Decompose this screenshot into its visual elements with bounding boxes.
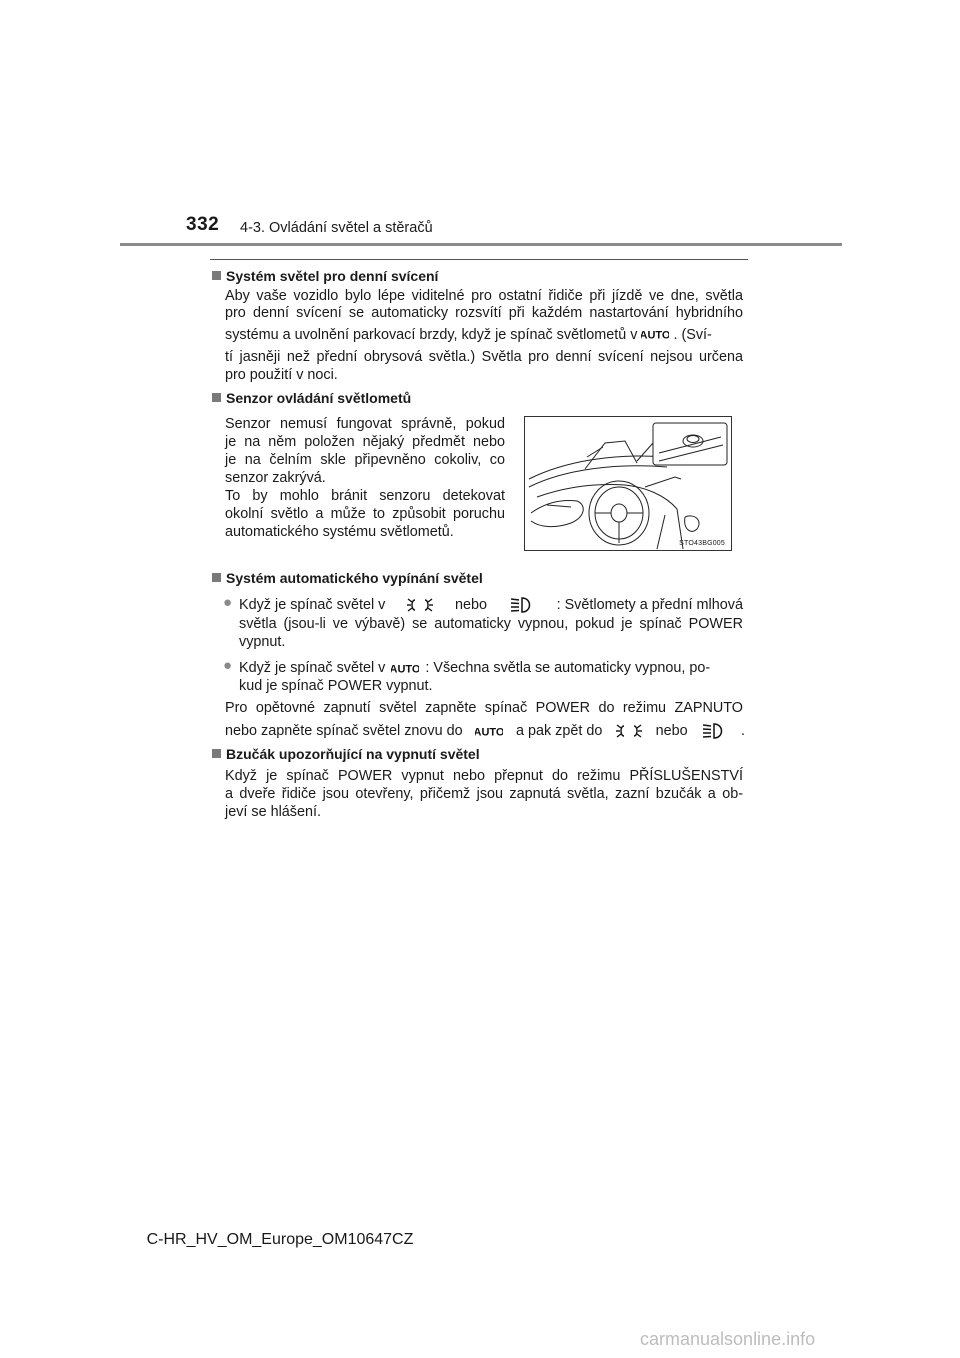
autooff-heading-text: Systém automatického vypínání světel bbox=[226, 570, 483, 586]
sensor-line: Senzor nemusí fungovat správně, pokud bbox=[225, 416, 505, 432]
sensor-line: senzor zakrývá. bbox=[225, 470, 326, 486]
content-rule bbox=[210, 259, 748, 260]
sensor-line: okolní světlo a může to způsobit poruchu bbox=[225, 506, 505, 522]
drl-line-3b: . (Sví- bbox=[673, 327, 712, 343]
figure-code: STO43BG005 bbox=[679, 540, 725, 547]
section-title: 4-3. Ovládání světel a stěračů bbox=[240, 220, 433, 236]
watermark: carmanualsonline.info bbox=[640, 1329, 816, 1349]
buzzer-line-2: a dveře řidiče jsou otevřeny, přičemž jsou zapnutá světla, zazní bzučák a ob- bbox=[225, 786, 743, 802]
side-lamp-icon bbox=[615, 722, 643, 740]
p-text-d: . bbox=[741, 723, 745, 739]
square-bullet-icon bbox=[212, 393, 221, 402]
drl-line-3 bbox=[225, 326, 712, 344]
autooff-para-line-1: Pro opětovné zapnutí světel zapněte spínač POWER do režimu ZAPNUTO bbox=[225, 700, 743, 716]
autooff-bullet-1-line-3: vypnut. bbox=[239, 634, 286, 650]
dashboard-drawing bbox=[525, 417, 731, 550]
autooff-heading bbox=[212, 569, 483, 587]
autooff-bullet-2-line-2: kud je spínač POWER vypnut. bbox=[239, 678, 433, 694]
headlamp-icon bbox=[700, 722, 728, 740]
buzzer-heading bbox=[212, 745, 480, 763]
sensor-heading-text: Senzor ovládání světlometů bbox=[226, 390, 412, 406]
drl-line-1: Aby vaše vozidlo bylo lépe viditelné pro ostatní řidiče při jízdě ve dne, světla bbox=[225, 288, 743, 304]
buzzer-heading-text: Bzučák upozorňující na vypnutí světel bbox=[226, 746, 480, 762]
b1-text-c: : Světlomety a přední mlhová bbox=[556, 597, 743, 613]
drl-line-4: tí jasněji než přední obrysová světla.) Světla pro denní svícení nejsou určena bbox=[225, 349, 743, 365]
sensor-line: je na něm položen nějaký předmět nebo bbox=[225, 434, 505, 450]
document-footer: C-HR_HV_OM_Europe_OM10647CZ bbox=[146, 1231, 414, 1248]
buzzer-line-3: jeví se hlášení. bbox=[225, 804, 321, 820]
circle-bullet-icon: ● bbox=[223, 657, 233, 674]
page-number: 332 bbox=[186, 214, 220, 235]
drl-line-5: pro použití v noci. bbox=[225, 367, 338, 383]
autooff-para-line-2 bbox=[225, 722, 745, 740]
auto-icon bbox=[475, 725, 503, 737]
autooff-bullet-2-line-1 bbox=[239, 659, 743, 677]
p-text-a: nebo zapněte spínač světel znovu do bbox=[225, 723, 463, 739]
square-bullet-icon bbox=[212, 749, 221, 758]
p-text-b: a pak zpět do bbox=[515, 723, 603, 739]
drl-line-3a: systému a uvolnění parkovací brzdy, když je spínač světlometů v bbox=[225, 327, 638, 343]
b2-text-b: : Všechna světla se automaticky vypnou, po- bbox=[425, 660, 711, 676]
b2-text-a: Když je spínač světel v bbox=[239, 660, 386, 676]
sensor-location-illustration bbox=[524, 416, 732, 551]
autooff-bullet-1-line-2: světla (jsou-li ve výbavě) se automaticky vypnou, pokud je spínač POWER bbox=[239, 616, 743, 632]
sensor-line: To by mohlo bránit senzoru detekovat bbox=[225, 488, 505, 504]
sensor-line: automatického systému světlometů. bbox=[225, 524, 454, 540]
circle-bullet-icon: ● bbox=[223, 594, 233, 611]
p-text-c: nebo bbox=[655, 723, 688, 739]
drl-line-2: pro denní svícení se automaticky rozsvítí při každém nastartování hybridního bbox=[225, 305, 743, 321]
autooff-bullet-1-line-1 bbox=[239, 596, 743, 614]
drl-heading bbox=[212, 267, 438, 285]
square-bullet-icon bbox=[212, 573, 221, 582]
sensor-line: je na čelním skle připevněno cokoliv, co bbox=[225, 452, 505, 468]
sensor-heading bbox=[212, 389, 411, 407]
auto-icon bbox=[391, 662, 419, 674]
b1-text-b: nebo bbox=[454, 597, 487, 613]
square-bullet-icon bbox=[212, 271, 221, 280]
buzzer-line-1: Když je spínač POWER vypnut nebo přepnut do režimu PŘÍSLUŠENSTVÍ bbox=[225, 768, 743, 784]
b1-text-a: Když je spínač světel v bbox=[239, 597, 386, 613]
auto-icon bbox=[641, 328, 669, 340]
drl-heading-text: Systém světel pro denní svícení bbox=[226, 268, 439, 284]
header-rule bbox=[120, 243, 842, 246]
side-lamp-icon bbox=[406, 596, 434, 614]
headlamp-icon bbox=[508, 596, 536, 614]
